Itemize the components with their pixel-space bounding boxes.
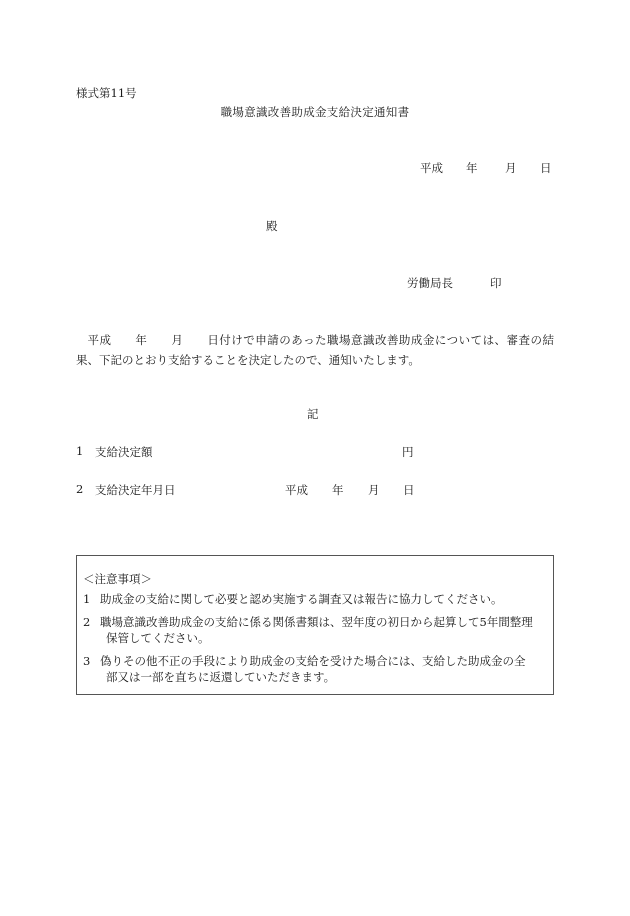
note-line: 助成金の支給に関して必要と認め実施する調査又は報告に協力してください。 bbox=[100, 592, 503, 606]
note-text bbox=[100, 653, 547, 685]
note-line: 職場意識改善助成金の支給に係る関係書類は、翌年度の初日から起算して5年間整理 bbox=[100, 615, 533, 629]
document-title: 職場意識改善助成金支給決定通知書 bbox=[220, 105, 410, 119]
note-item bbox=[83, 591, 547, 607]
date-day: 日 bbox=[540, 161, 552, 175]
payment-date-era: 平成 bbox=[285, 483, 308, 497]
item-label: 支給決定額 bbox=[95, 445, 153, 459]
note-text bbox=[100, 614, 547, 646]
note-item bbox=[83, 614, 547, 646]
body-paragraph: 平成 年 月 日付けで申請のあった職場意識改善助成金については、審査の結果、下記のとおり支給することを決定したので、通知いたします。 bbox=[76, 333, 554, 367]
item-number: 2 bbox=[76, 482, 84, 496]
note-line: 偽りその他不正の手段により助成金の支給を受けた場合には、支給した助成金の全 bbox=[100, 654, 526, 668]
item-number: 1 bbox=[76, 444, 84, 458]
note-number: 3 bbox=[83, 654, 91, 668]
note-number: 2 bbox=[83, 615, 91, 629]
item-label: 支給決定年月日 bbox=[95, 483, 176, 497]
notes-heading: ＜注意事項＞ bbox=[83, 572, 152, 586]
note-line: 保管してください。 bbox=[106, 631, 210, 645]
notes-box bbox=[76, 555, 554, 695]
note-line: 部又は一部を直ちに返還していただきます。 bbox=[106, 670, 336, 684]
ki-heading: 記 bbox=[307, 407, 319, 421]
seal-mark: 印 bbox=[490, 276, 502, 290]
form-number: 様式第11号 bbox=[76, 86, 137, 100]
sender-title: 労働局長 bbox=[407, 276, 453, 290]
date-era: 平成 bbox=[420, 161, 443, 175]
yen-unit: 円 bbox=[402, 445, 414, 459]
note-item bbox=[83, 653, 547, 685]
note-text bbox=[100, 591, 547, 607]
payment-date-day: 日 bbox=[403, 483, 415, 497]
note-number: 1 bbox=[83, 592, 91, 606]
date-month: 月 bbox=[505, 161, 517, 175]
date-year: 年 bbox=[466, 161, 478, 175]
payment-date-year: 年 bbox=[332, 483, 344, 497]
addressee-suffix: 殿 bbox=[266, 219, 278, 233]
payment-date-month: 月 bbox=[368, 483, 380, 497]
